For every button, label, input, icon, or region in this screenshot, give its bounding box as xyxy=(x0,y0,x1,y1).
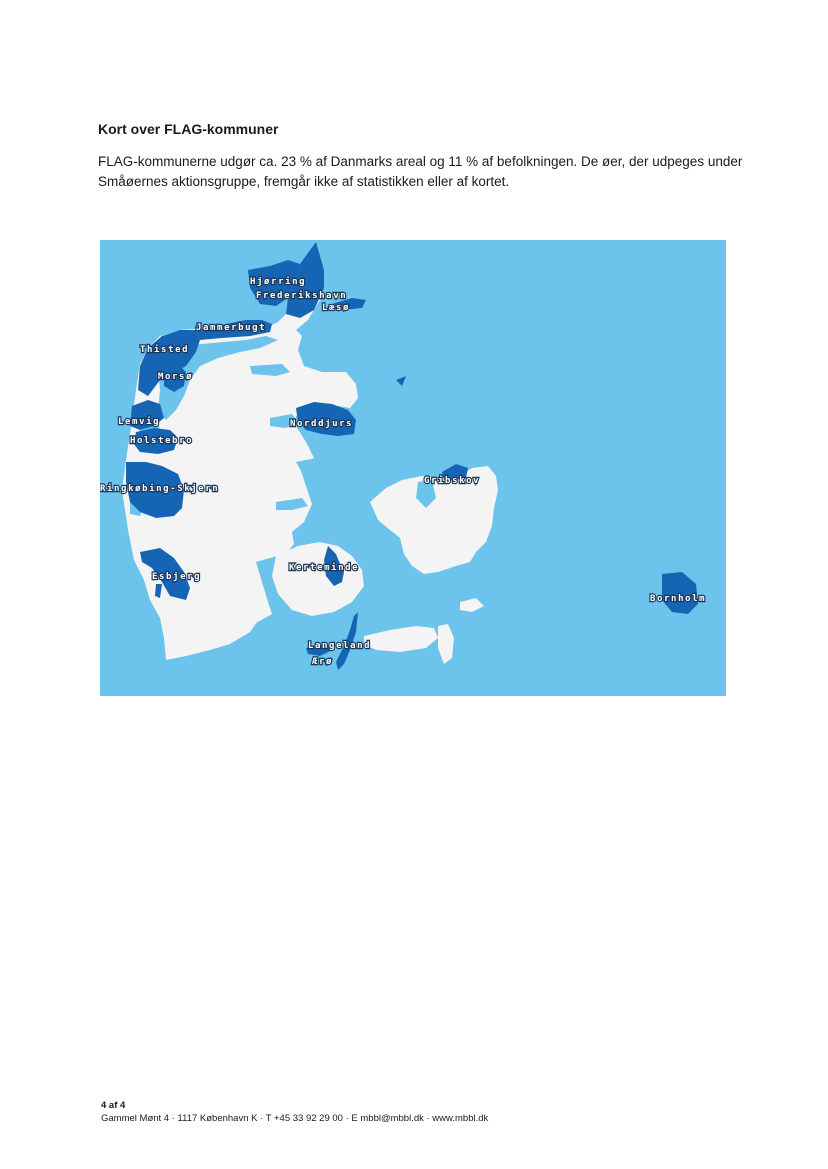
label-lemvig: Lemvig xyxy=(118,417,161,427)
label-thisted: Thisted xyxy=(140,345,190,355)
label-jammerbugt: Jammerbugt xyxy=(196,323,267,333)
intro-paragraph: FLAG-kommunerne udgør ca. 23 % af Danmarks areal og 11 % af befolkningen. De øer, der udpeges under Småøernes aktionsgruppe, fremgår ikke af statistikken eller af kortet. xyxy=(98,154,743,189)
label-langeland: Langeland xyxy=(308,641,372,651)
label-laeso: Læsø xyxy=(322,303,351,313)
label-kerteminde: Kerteminde xyxy=(289,563,360,573)
label-aero: Ærø xyxy=(312,657,334,667)
footer-address: Gammel Mønt 4 · 1117 København K · T +45 33 92 29 00 · E mbbl@mbbl.dk · www.mbbl.dk xyxy=(101,1113,489,1124)
page-footer xyxy=(101,1099,488,1125)
label-frederikshavn: Frederikshavn xyxy=(256,291,348,301)
page-heading: Kort over FLAG-kommuner xyxy=(98,121,279,137)
label-hjorring: Hjørring xyxy=(250,277,307,287)
label-holstebro: Holstebro xyxy=(130,436,194,446)
label-morso: Morsø xyxy=(158,372,194,382)
label-esbjerg: Esbjerg xyxy=(152,572,202,582)
label-bornholm: Bornholm xyxy=(650,594,707,604)
label-gribskov: Gribskov xyxy=(424,476,481,486)
label-ringkobing: Ringkøbing-Skjern xyxy=(100,484,220,494)
page-number: 4 af 4 xyxy=(101,1100,126,1111)
label-norddjurs: Norddjurs xyxy=(290,419,354,429)
flag-municipalities-map xyxy=(100,240,726,696)
